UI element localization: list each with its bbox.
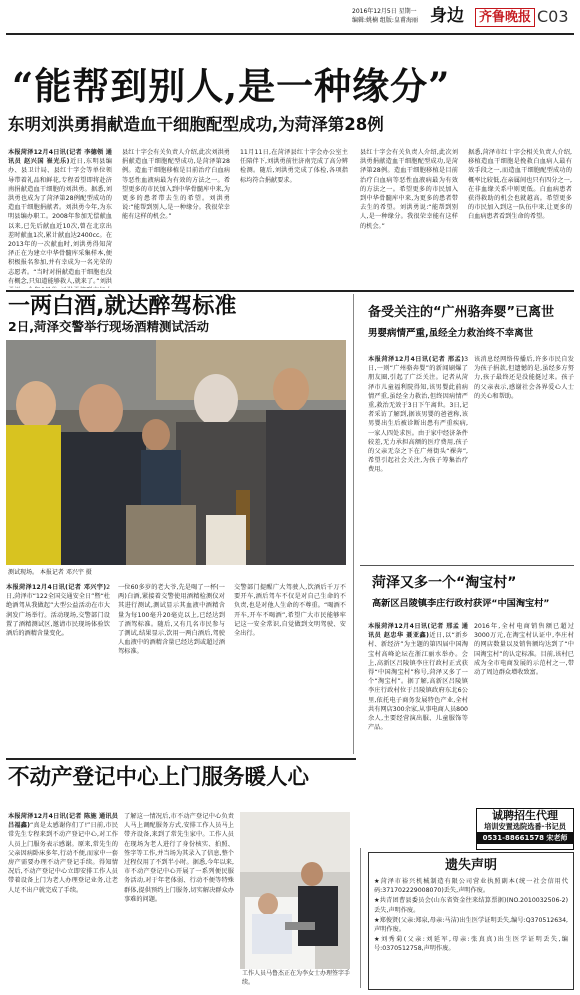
alcohol-test-photo: [6, 340, 346, 565]
story2-text-0: 2日,菏泽市“122全国交通安全日”暨“杜绝酒驾从我做起”大型公益活动在市大润发广场举行。活动现场,交警部门设置了酒精测试区,邀请市民现场体验饮酒后的酒精含量变化。: [6, 584, 110, 638]
registration-photo: [240, 812, 350, 969]
vertical-divider-bottom: [360, 848, 361, 988]
editor-line: 编辑:姚楠 组版:皇甫海丽: [352, 17, 418, 24]
story1-text-2: 11月11日,在菏泽县红十字会办公室主任陪伴下,刘洪勇前往济南完成了高分辨检测。随后,刘洪勇完成了体检,各项指标均符合捐献要求。: [240, 149, 348, 184]
lost-notice-items: [369, 875, 573, 956]
story1-text-3: 据悉,菏泽市红十字会相关负责人介绍,移植造血干细胞是挽救白血病人最有效手段之一,而造血干细胞配型成功的概率比较低,在亲属间也只有四分之一,在非血缘关系中则更低。白血病患者获得救助的机会也就越高。希望更多的市民加入到这一队伍中来,让更多的白血病患者看到生命的希望。: [468, 149, 572, 221]
story2-col2: [118, 583, 225, 753]
story3-text-2: 据悉,今年以来,市不动产登记中心开展了一系列便民服务活动,对于年老体弱、行动不便等特殊群体,提供预约上门服务,切实解决群众办事难的问题。: [124, 859, 234, 903]
story1-col4: [360, 148, 458, 288]
recruit-ad-line2: 培训安置选院选番·书记员: [484, 822, 566, 831]
story3-text-1: 了解这一情况后,市不动产登记中心负责人马上调配服务方式,安排工作人员马上带齐设备,来到了常先生家中。工作人员在现场为老人进行了身份核实、拍照、签字等工作,并当场为其录入了信息,整个过程仅用了不到半小时。: [124, 813, 234, 867]
story1-text-0: 近日,东明县编办、县卫计局、县红十字会等单位领导带着礼品和鲜花,专程看望即将赴济南捐献造血干细胞的刘洪勇。据悉,刘洪勇也成为了菏泽第28例配型成功的造血干细胞捐献者。刘洪勇今年,为东明县编办职工。2008年参加无偿献血以来,已先后献血近10次,曾在北京出差时献血1次,累计献血达2400cc。在2013年的一次献血时,刘洪勇得知菏泽正在为建立中华骨髓库采集样本,便积极报名参加,并有幸成为一名光荣的志愿者。“当时对捐献造血干细胞也没有概念,只知道能够救人,就来了。”刘洪: [8, 158, 112, 285]
lost-notice: [368, 852, 574, 990]
story4-rule: [360, 565, 574, 566]
story5-byline: 本报菏泽12月4日讯(记者 邢孟 通讯员 赵忠华 聂亚鑫): [368, 623, 468, 640]
masthead-rule: [6, 33, 574, 35]
story4-headline: 备受关注的“广州骆奔婴”已离世: [368, 305, 555, 320]
story2-subhead: 2日,菏泽交警举行现场酒精测试活动: [8, 319, 209, 334]
story4-col2: [474, 355, 574, 565]
lost-item: ★共青团曹县委员会(山东省资金往来结算票据)(NO.2010032506-2)丢失,声明作废。: [374, 897, 568, 914]
story5-text-2: 2016年,全村电商销售额已超过3000万元,在淘宝村认证中,李庄村的网店数量以及销售额均达到了“中国淘宝村”的认定标准。目前,该村已成为全市电商发展的示范村之一,带动了周边群众增收致富。: [474, 623, 574, 677]
date-line: 2016年12月5日 星期一: [352, 8, 417, 15]
story2-col1: [6, 583, 110, 753]
alcohol-test-photo-image: [6, 340, 346, 565]
story2-photo-caption: 测试现场。 本报记者 邓兴宇 摄: [8, 569, 92, 576]
lost-item: ★菏泽市裕兴机械制造有限公司营业执照副本(统一社会信用代码:371702229008070)丢失,声明作废。: [374, 878, 568, 895]
story3-photo-caption: 工作人员马鲁杰正在为李女士办理签字手续。: [242, 970, 351, 986]
story3-col2: [124, 812, 234, 990]
masthead: [0, 0, 580, 34]
story5-text-1: 据了解,高新区吕陵镇李庄行政村位于吕陵镇政府东北6公里,依托电子商务发展特色产业,全村共有网店300余家,从事电商人员800余人,主要经营演出服、儿童服饰等产品。: [368, 678, 468, 732]
registration-photo-image: [240, 812, 350, 969]
story5-headline: 菏泽又多一个“淘宝村”: [372, 575, 517, 591]
story1-rule: [6, 290, 574, 292]
story2-text-1: 一位60多岁的老大爷,先是喝了一杯(一两)白酒,紧接着交警使用酒精检测仪对其进行测试,测试显示其血液中酒精含量为每100毫升20毫克以上,已经达到了酒驾标准。随后,又有几名市民参与了测试,结果显示,饮用一两白酒后,驾驶人血液中的酒精含量已经达到或超过酒驾标准。: [118, 584, 225, 656]
column-divider: [353, 294, 354, 754]
story4-byline: 本报菏泽12月4日讯(记者 邢孟): [368, 356, 465, 363]
page-number: C03: [537, 7, 569, 26]
story5-col1: [368, 622, 468, 834]
story2-col3: [234, 583, 346, 753]
lost-item: ★刘秀菊(父亲:刘延军,母亲:张真真)出生医学证明丢失,编号:0370512758,声明作废。: [374, 936, 568, 953]
story4-text-2: 该消息经网络传播后,许多市民自发为孩子捐款,但遗憾的是,虽经多方努力,孩子最终还是没能挺过来。孩子的父亲表示,感谢社会各界爱心人士的关心和帮助。: [474, 356, 574, 400]
recruit-ad-line3: 0531-88661578 宋老师: [477, 832, 573, 844]
story3-byline: 本报菏泽12月4日讯(记者 陈施 通讯员 吕福鑫): [8, 813, 118, 830]
story4-text-0: 3日,一则“广州骆奔婴”的新闻刷爆了朋友圈,引起了广泛关注。记者从菏泽市儿童福利院得知,该男婴此前病情严重,虽经全力救治,但终因病情严重,救治无效于3日下午离世。: [368, 356, 468, 410]
story3-headline: 不动产登记中心上门服务暖人心: [8, 765, 310, 790]
story1-byline: 本报菏泽12月4日讯(记者 李德领 通讯员 赵兴国 崔光乐): [8, 149, 112, 166]
lost-notice-title: 遗失声明: [444, 858, 497, 873]
story2-headline: 一两白酒,就达醉驾标准: [8, 294, 237, 319]
story5-subhead: 高新区吕陵镇李庄行政村获评“中国淘宝村”: [372, 598, 550, 609]
lost-item: ★郑俊贤(父亲:郑泉,母亲:马洁)出生医学证明丢失,编号:Q370512634,声明作废。: [374, 916, 568, 934]
story1-subhead: 东明刘洪勇捐献造血干细胞配型成功,为菏泽第28例: [8, 115, 384, 134]
story1-headline: “能帮到别人,是一种缘分”: [12, 64, 451, 108]
story1-col2: [122, 148, 230, 288]
section-title: 身边: [430, 6, 464, 26]
recruit-ad: [476, 808, 574, 850]
story2-text-2: 交警部门提醒广大驾驶人,饮酒后千万不要开车,酒后驾车不仅是对自己生命的不负责,也是对他人生命的不尊重。“喝酒不开车,开车不喝酒”,希望广大市民能够牢记这一安全常识,自觉做到文明驾驶、安全出行。: [234, 584, 346, 638]
story1-text-2b: 县红十字会有关负责人介绍,此次刘洪勇捐献造血干细胞配型成功,是菏泽第28例。造血干细胞移植是目前治疗白血病等恶性血液病最为有效的方法之一。希望更多的市民加入到中华骨髓库中来,为更多的患者带去生的希望。刘洪勇说:“能帮到别人,是一种缘分。我很荣幸能有这样的机会。”: [360, 149, 458, 230]
story3-col1: [8, 812, 118, 990]
story2-byline: 本报菏泽12月4日讯(记者 邓兴宇): [6, 584, 107, 591]
story1-col3: [240, 148, 348, 288]
story1-col1: [8, 148, 112, 288]
story4-col1: [368, 355, 468, 565]
story3-rule: [6, 758, 356, 760]
story4-subhead: 男婴病情严重,虽经全力救治终不幸离世: [368, 328, 534, 339]
story4-text-1: 3日,记者采访了解到,据该男婴的爸爸称,该男婴出生后被诊断出患有严重疾病,一家人四处求医。由于家中经济条件较差,无力承担高额的医疗费用,孩子的父亲无奈之下在广州街头“裸奔”,希望引起社会关注,为孩子筹集治疗费用。: [368, 402, 468, 474]
story3-text-0: “真是太感谢你们了!”日前,市民常先生专程来到不动产登记中心,对工作人员上门服务表示感谢。原来,常先生的父亲因病卧床多年,行动不便,而家中一套房产需要办理不动产登记手续。得知情况后,不动产登记中心立即安排工作人员带着设备上门为老人办理登记业务,让老人足不出户就完成了手续。: [8, 822, 118, 894]
story1-col5: [468, 148, 572, 288]
paper-logo: 齐鲁晚报: [475, 8, 535, 27]
story5-text-0: 近日,以“新乡村、新经济”为主题的第四届中国淘宝村高峰论坛在浙江丽水举办。会上,高新区吕陵镇李庄行政村正式获得“中国淘宝村”称号,菏泽又多了一个“淘宝村”。: [368, 632, 468, 686]
story1-text-1: 县红十字会有关负责人介绍,此次刘洪勇捐献造血干细胞配型成功,是菏泽第28例。造血干细胞移植是目前治疗白血病等恶性血液病最为有效的方法之一。希望更多的市民加入到中华骨髓库中来,为更多的患者带去生的希望。刘洪勇说:“能帮到别人,是一种缘分。我很荣幸能有这样的机会。”: [122, 149, 230, 221]
recruit-ad-line1: 诚聘招生代理: [492, 809, 558, 822]
story5-col2: [474, 622, 574, 802]
